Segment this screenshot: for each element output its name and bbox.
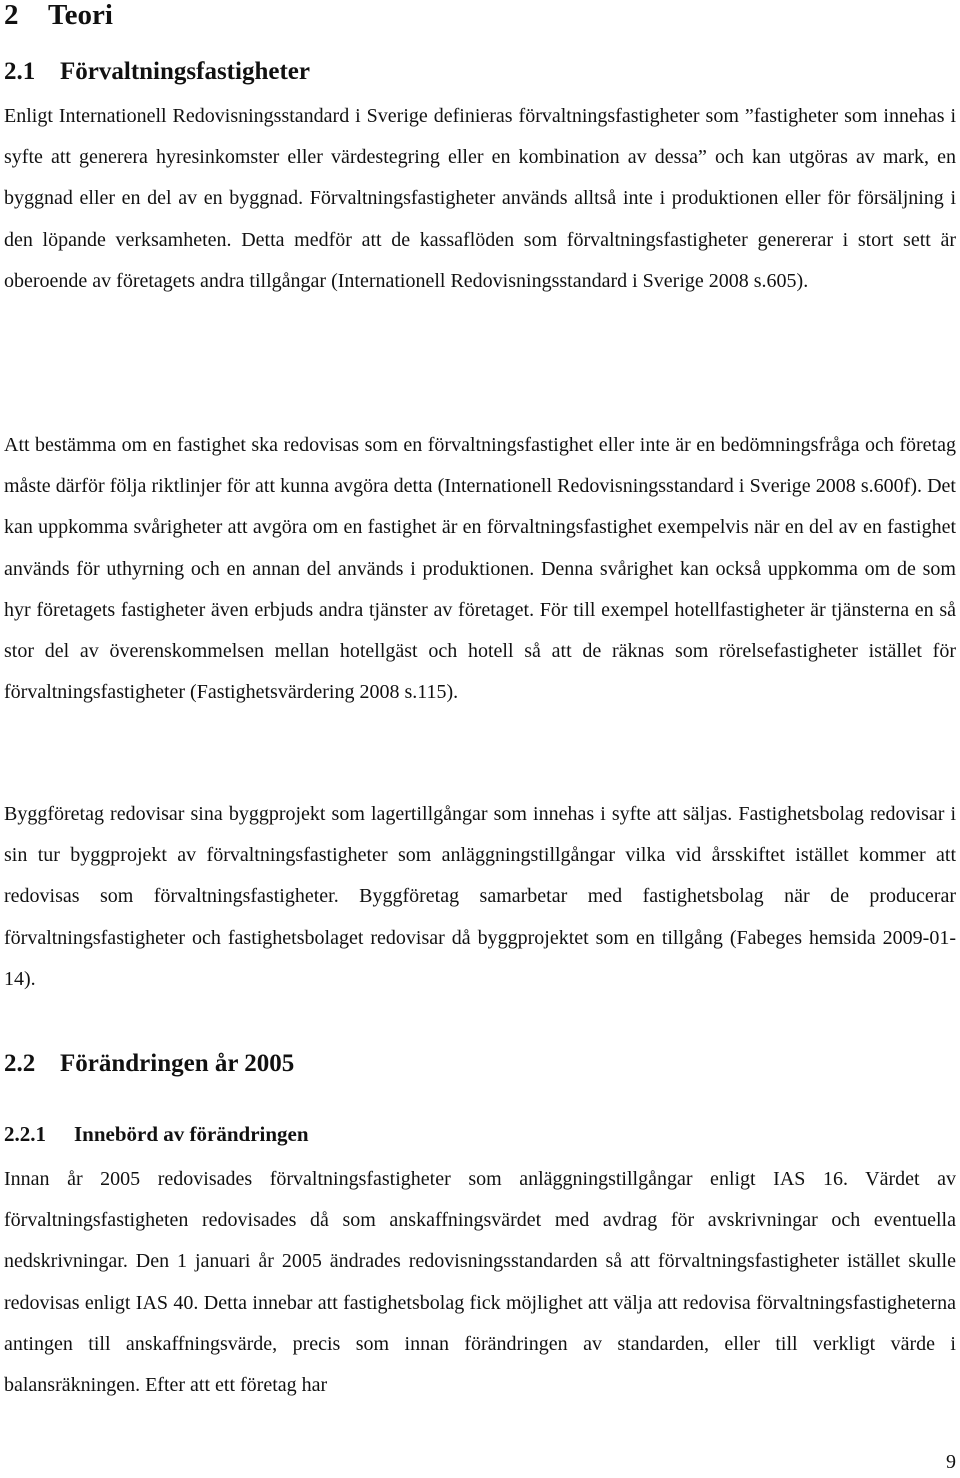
section-number: 2.2 [4, 1050, 36, 1077]
section-title: Förändringen år 2005 [60, 1050, 295, 1077]
section-heading-2-1 [4, 57, 310, 87]
subsection-heading-2-2-1 [4, 1121, 309, 1147]
section-heading-2-2 [4, 1049, 294, 1079]
section-number: 2.1 [4, 58, 36, 85]
paragraph-definition: Enligt Internationell Redovisningsstandard i Sverige definieras förvaltningsfastigheter som ”fastigheter som innehas i syfte att generera hyresinkomster eller värdestegring eller en kombination av dessa” och kan utgöras av mark, en byggnad eller en del av en byggnad. Förvaltningsfastigheter används alltså inte i produktionen eller för försäljning i den löpande verksamheten. Detta medför att de kassaflöden som förvaltningsfastigheter genererar i stort sett är oberoende av företagets andra tillgångar (Internationell Redovisningsstandard i Sverige 2008 s.605). [4, 105, 956, 292]
paragraph-construction: Byggföretag redovisar sina byggprojekt som lagertillgångar som innehas i syfte att säljas. Fastighetsbolag redovisar i sin tur byggprojekt av förvaltningsfastigheter som anläggningstillgångar vilka vid årsskiftet istället kommer att redovisas som förvaltningsfastigheter. Byggföretag samarbetar med fastighetsbolag när de producerar förvaltningsfastigheter och fastighetsbolaget redovisar då byggprojektet som en tillgång (Fabeges hemsida 2009-01-14). [4, 803, 956, 990]
paragraph-assessment: Att bestämma om en fastighet ska redovisas som en förvaltningsfastighet eller inte är en bedömningsfråga och företag måste därför följa riktlinjer för att kunna avgöra detta (Internationell Redovisningsstandard i Sverige 2008 s.600f). Det kan uppkomma svårigheter att avgöra om en fastighet är en förvaltningsfastighet exempelvis när en del av en fastighet används för uthyrning och en annan del används i produktionen. Denna svårighet kan också uppkomma om de som hyr företagets fastigheter även erbjuds andra tjänster av företaget. För till exempel hotellfastigheter är tjänsterna en så stor del av överenskommelsen mellan hotellgäst och hotell så att de räknas som rörelsefastigheter istället för förvaltningsfastigheter (Fastighetsvärdering 2008 s.115). [4, 434, 956, 704]
section-title: Förvaltningsfastigheter [60, 58, 310, 85]
chapter-number: 2 [4, 0, 19, 31]
subsection-number: 2.2.1 [4, 1122, 46, 1146]
subsection-title: Innebörd av förändringen [74, 1122, 309, 1146]
chapter-title: Teori [48, 0, 113, 31]
page-number: 9 [946, 1451, 956, 1473]
chapter-heading [4, 0, 113, 30]
paragraph-change-meaning: Innan år 2005 redovisades förvaltningsfastigheter som anläggningstillgångar enligt IAS 16. Värdet av förvaltningsfastigheten redovisades då som anskaffningsvärdet med avdrag för avskrivningar och eventuella nedskrivningar. Den 1 januari år 2005 ändrades redovisningsstandarden så att förvaltningsfastigheter istället skulle redovisas enligt IAS 40. Detta innebar att fastighetsbolag fick möjlighet att välja att redovisa förvaltningsfastigheterna antingen till anskaffningsvärde, precis som innan förändringen av standarden, eller till verkligt värde i balansräkningen. Efter att ett företag har [4, 1168, 956, 1397]
